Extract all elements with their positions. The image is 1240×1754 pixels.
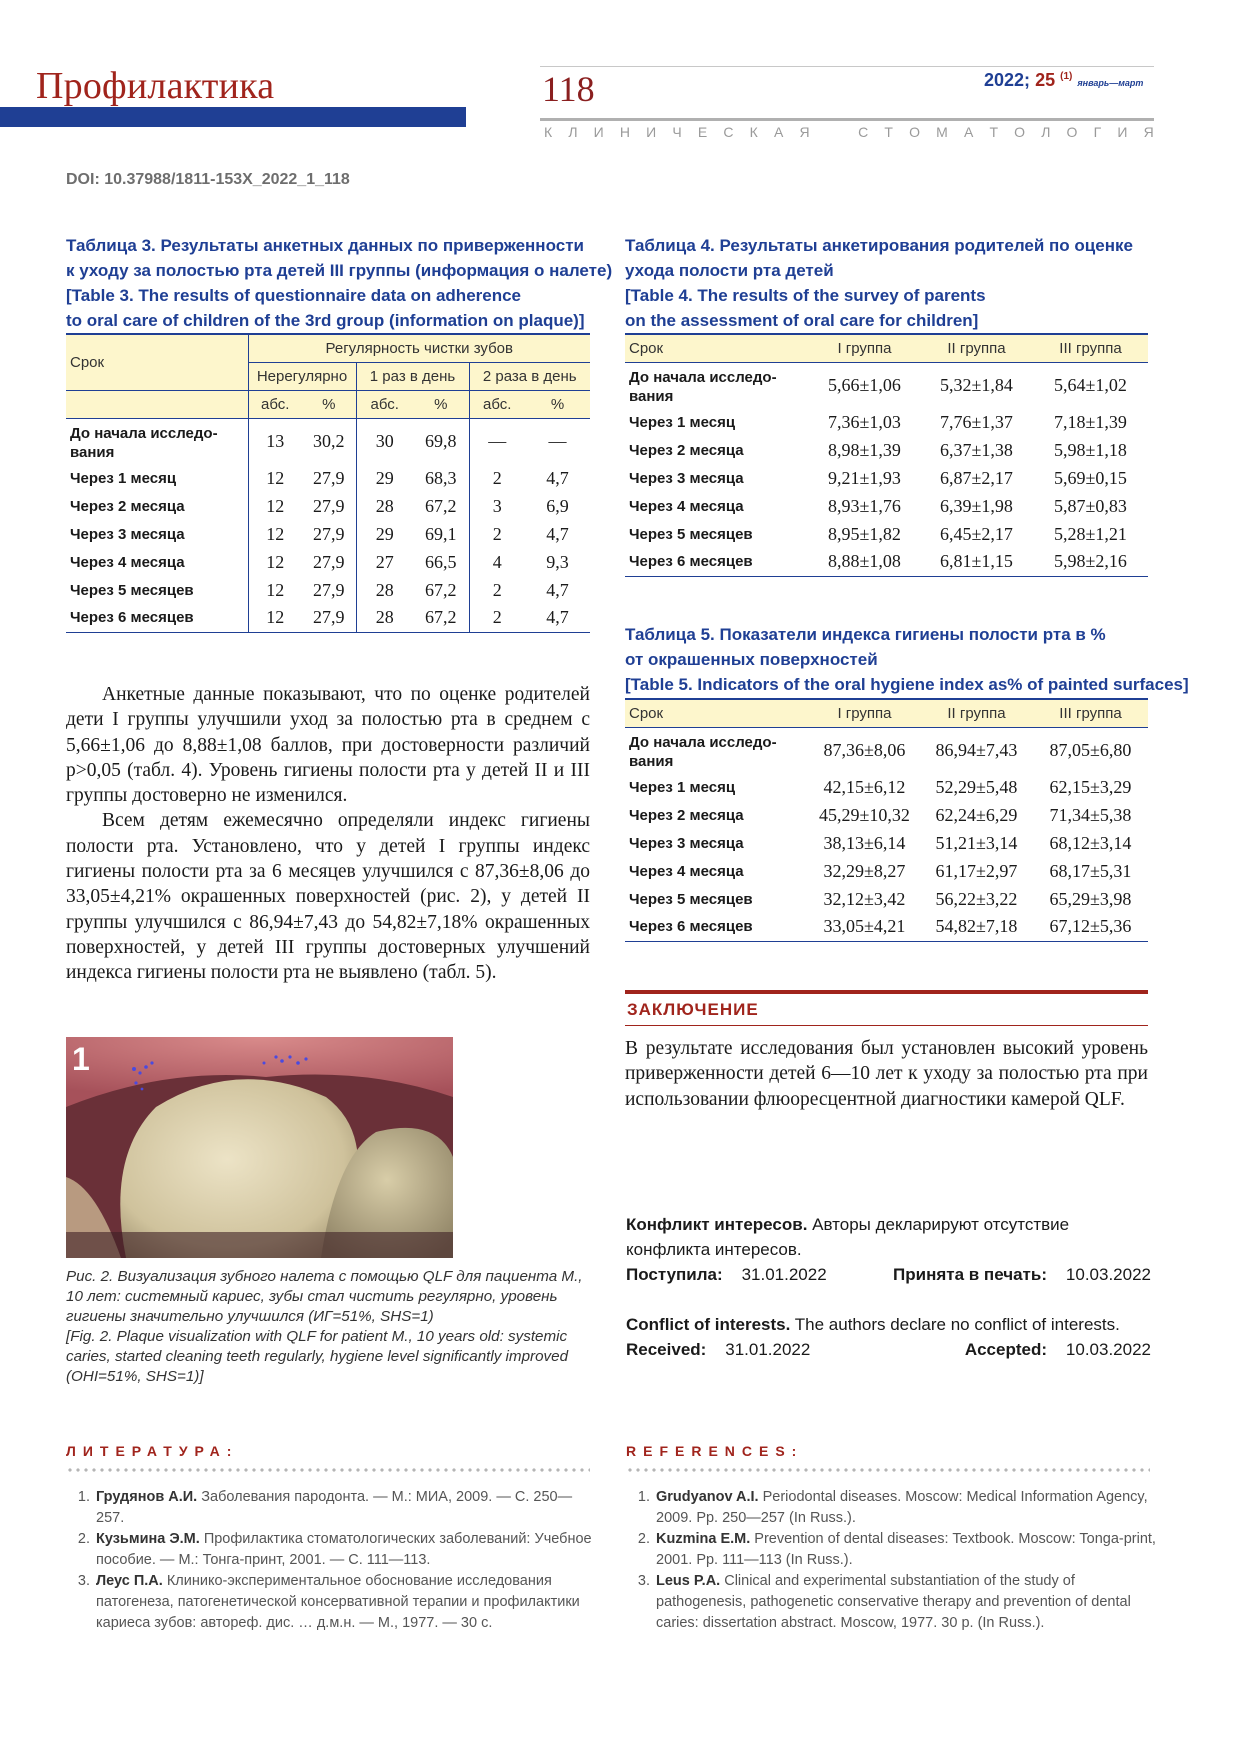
issue-info — [984, 70, 1143, 91]
table4-row-label: Через 5 месяцев — [629, 525, 753, 543]
table5-cell: 54,82±7,18 — [920, 913, 1033, 941]
table3-cell: 66,5 — [425, 551, 457, 572]
journal-letter: А — [963, 124, 974, 140]
accepted-en-label: Accepted: — [964, 1340, 1047, 1359]
table3-cell: 12 — [248, 548, 302, 576]
table5-cell: 65,29±3,98 — [1049, 888, 1132, 909]
table4-cell: 5,28±1,21 — [1054, 523, 1127, 544]
table3-cell: 6,9 — [546, 495, 569, 516]
literature-author: Кузьмина Э.М. — [96, 1531, 200, 1547]
table5-row-label: До начала исследо-вания — [629, 734, 777, 771]
table3-unit: абс. — [469, 390, 525, 418]
table3-row — [66, 548, 590, 576]
table4-row — [625, 548, 1148, 576]
table5-cell: 86,94±7,43 — [935, 739, 1018, 760]
journal-letter: Я — [1143, 124, 1154, 140]
table5-cell: 38,13±6,14 — [823, 832, 906, 853]
table3-row — [66, 604, 590, 632]
table4-row-label: Через 3 месяца — [629, 469, 744, 487]
table3-cell: 12 — [248, 492, 302, 520]
accepted-ru-date: 10.03.2022 — [1065, 1265, 1151, 1284]
table3-cell: 2 — [469, 576, 525, 604]
table3-row-label: До начала исследо-вания — [70, 425, 218, 462]
table5-cell: 62,24±6,29 — [935, 804, 1018, 825]
conflict-ru-text: Авторы декларируют отсутствие конфликта интересов. — [626, 1215, 1070, 1259]
journal-letter: К — [544, 124, 553, 140]
table5-row-label: Через 6 месяцев — [625, 913, 809, 941]
table4-row-label: Через 2 месяца — [629, 441, 744, 459]
received-ru-label: Поступила: — [626, 1265, 723, 1284]
journal-letter: А — [773, 124, 784, 140]
journal-letter: Г — [1093, 124, 1102, 140]
table5-row — [625, 801, 1148, 829]
received-en-label: Received: — [626, 1340, 707, 1359]
table3-cell: 4,7 — [525, 604, 590, 632]
table5-row-label: Через 5 месяцев — [629, 890, 753, 908]
references-divider — [626, 1467, 1150, 1473]
body-paragraph: Анкетные данные показывают, что по оценке родителей дети I группы улучшили уход за полостью рта в среднем с 5,66±1,06 до 8,88±1,08 баллов, при достоверности различий p>0,05 (табл. 4). Уровень гигиены полости рта у детей II и III группы достоверно не изменился. — [66, 684, 590, 807]
table4-row — [625, 464, 1148, 492]
table3-cell: 69,8 — [425, 430, 457, 451]
table4-cell: 8,95±1,82 — [828, 523, 901, 544]
table3-subheader: 2 раза в день — [469, 362, 590, 390]
table4-row-label: Через 1 месяц — [629, 413, 736, 431]
journal-letter: Ч — [672, 124, 682, 140]
table5-row-label: Через 2 месяца — [629, 806, 744, 824]
table5-row — [625, 727, 1148, 773]
journal-letter: М — [936, 124, 948, 140]
journal-letter: И — [593, 124, 604, 140]
conclusion-text: В результате исследования был установлен высокий уровень приверженности детей 6—10 лет к уходу за полостью рта при использовании флюоресцентной диагностики камерой QLF. — [625, 1038, 1148, 1110]
journal-letter: Н — [619, 124, 630, 140]
journal-letter: Л — [1041, 124, 1051, 140]
table3-cell: 4,7 — [546, 579, 569, 600]
table3-unit: % — [525, 390, 590, 418]
figure-caption — [66, 1267, 598, 1387]
table4-cell: 7,76±1,37 — [940, 411, 1013, 432]
table4-cell: 6,45±2,17 — [940, 523, 1013, 544]
table3-row-label: Через 5 месяцев — [70, 581, 194, 599]
table4-row — [625, 362, 1148, 408]
table4-cell: 8,98±1,39 — [828, 439, 901, 460]
table4-cell: 8,93±1,76 — [828, 495, 901, 516]
table4-cell: 7,18±1,39 — [1054, 411, 1127, 432]
table3-cell: 29 — [356, 464, 413, 492]
table5-row — [625, 913, 1148, 941]
conflict-en — [626, 1312, 1151, 1337]
journal-letter: И — [646, 124, 657, 140]
journal-letter: Е — [697, 124, 708, 140]
table5-cell: 87,05±6,80 — [1049, 739, 1132, 760]
table4-cell: 5,87±0,83 — [1054, 495, 1127, 516]
table5-caption-line: Таблица 5. Показатели индекса гигиены полости рта в % — [625, 625, 1106, 644]
table3-cell: 2 — [469, 604, 525, 632]
table4-row — [625, 408, 1148, 436]
table3-cell: 2 — [469, 464, 525, 492]
references-text: Clinical and experimental substantiation of the study of pathogenesis, pathogenetic conservative therapy and prevention of dental caries: dissertation abstract. Moscow, 1977. 30 p. (In Russ.). — [656, 1573, 1131, 1631]
dates-en — [626, 1337, 1151, 1362]
literature-text: Профилактика стоматологических заболеваний: Учебное пособие. — М.: Тонга-принт, 2001. — С. 111—113. — [96, 1531, 592, 1568]
literature-list — [66, 1487, 596, 1634]
table3-cell: 27,9 — [313, 523, 345, 544]
section-title: Профилактика — [36, 65, 275, 107]
table4-cell: 5,32±1,84 — [940, 374, 1013, 395]
table3-cell: 27,9 — [302, 604, 356, 632]
literature-author: Грудянов А.И. — [96, 1489, 198, 1505]
table4-cell: 7,36±1,03 — [828, 411, 901, 432]
table5-caption-line: от окрашенных поверхностей — [625, 650, 878, 669]
references-text: Prevention of dental diseases: Textbook. Moscow: Tonga-print, 2001. Pp. 111—113 (In Russ.). — [656, 1531, 1156, 1568]
table3-cell: 12 — [248, 576, 302, 604]
accepted-en-date: 10.03.2022 — [1065, 1340, 1151, 1359]
conflict-ru-label: Конфликт интересов. — [626, 1215, 808, 1234]
table3-unit: % — [413, 390, 469, 418]
table4-caption-line: [Table 4. The results of the survey of parents — [625, 286, 986, 305]
table4-cell: 9,21±1,93 — [828, 467, 901, 488]
table3-cell: 2 — [469, 520, 525, 548]
table3-subheader: 1 раз в день — [356, 362, 469, 390]
received-ru-date: 31.01.2022 — [741, 1265, 827, 1284]
table5 — [625, 698, 1148, 942]
table3-cell: 67,2 — [413, 604, 469, 632]
figure-caption-ru: Рис. 2. Визуализация зубного налета с помощью QLF для пациента М., 10 лет: системный кариес, зубы стал чистить регулярно, уровень гигиены значительно улучшился (ИГ=51%, SHS=1) — [66, 1268, 583, 1325]
table3-cell: 12 — [248, 604, 302, 632]
conflict-en-label: Conflict of interests. — [626, 1315, 791, 1334]
table4-header-group: I группа — [809, 334, 920, 362]
table5-cell: 61,17±2,97 — [935, 860, 1018, 881]
issue-months: январь—март — [1077, 78, 1144, 88]
table3-cell: 30 — [356, 418, 413, 464]
table5-row — [625, 885, 1148, 913]
table3-cell: 27,9 — [313, 495, 345, 516]
journal-letter: Т — [884, 124, 893, 140]
journal-letter: Л — [568, 124, 578, 140]
literature-item — [94, 1571, 596, 1634]
table3-cell: 9,3 — [546, 551, 569, 572]
table5-row-label: Через 3 месяца — [629, 834, 744, 852]
conclusion-title: ЗАКЛЮЧЕНИЕ — [627, 1000, 759, 1019]
references-item — [654, 1571, 1156, 1634]
table5-row-label: Через 4 месяца — [629, 862, 744, 880]
tooth-image — [66, 1037, 453, 1258]
table3-row-label: Через 1 месяц — [70, 469, 177, 487]
figure-photo — [66, 1037, 453, 1258]
table3-row-label: Через 4 месяца — [70, 553, 185, 571]
table4-caption-line: Таблица 4. Результаты анкетирования родителей по оценке — [625, 236, 1133, 255]
table3-cell: 3 — [469, 492, 525, 520]
journal-letter: К — [749, 124, 758, 140]
table3-cell: 27 — [356, 548, 413, 576]
table5-caption — [625, 622, 1189, 697]
issue-number: (1) — [1060, 71, 1073, 82]
table5-cell: 87,36±8,06 — [823, 739, 906, 760]
table4-cell: 6,39±1,98 — [940, 495, 1013, 516]
table5-cell: 51,21±3,14 — [935, 832, 1018, 853]
references-heading: REFERENCES: — [626, 1443, 804, 1459]
table3-cell: 27,9 — [313, 579, 345, 600]
table4 — [625, 333, 1148, 577]
table3-cell: 12 — [248, 520, 302, 548]
table3-cell: 13 — [248, 418, 302, 464]
figure-label: 1 — [72, 1041, 90, 1077]
table3-row — [66, 520, 590, 548]
table3-cell: 4,7 — [546, 523, 569, 544]
table4-cell: 5,64±1,02 — [1054, 374, 1127, 395]
journal-letter: С — [723, 124, 734, 140]
body-paragraph: Всем детям ежемесячно определяли индекс гигиены полости рта. Установлено, что у детей I группы индекс гигиены полости рта за 6 месяцев улучшился с 87,36±8,06 до 33,05±4,21% окрашенных поверхностей (рис. 2), у детей II группы улучшился с 86,94±7,43 до 54,82±7,18% окрашенных поверхностей, у детей III группы достоверных улучшений индекса гигиены полости рта не выявлено (табл. 5). — [66, 810, 590, 984]
table4-caption-line: on the assessment of oral care for children] — [625, 311, 979, 330]
literature-item — [94, 1529, 596, 1571]
literature-text: Заболевания пародонта. — М.: МИА, 2009. — С. 250—257. — [96, 1489, 573, 1526]
table3-cell: 27,9 — [313, 467, 345, 488]
table3-caption — [66, 233, 613, 333]
literature-author: Леус П.А. — [96, 1573, 163, 1589]
references-list — [626, 1487, 1156, 1634]
table3-cell: — — [548, 430, 567, 451]
table4-cell: 5,98±1,18 — [1054, 439, 1127, 460]
table5-cell: 67,12±5,36 — [1033, 913, 1148, 941]
table4-header-term: Срок — [625, 334, 809, 362]
table5-cell: 52,29±5,48 — [935, 776, 1018, 797]
table3-cell: — — [469, 418, 525, 464]
table3-col-term: Срок — [66, 334, 248, 390]
table3 — [66, 333, 590, 633]
table5-row-label: Через 1 месяц — [629, 778, 736, 796]
table5-header-group: I группа — [809, 699, 920, 727]
table3-row-label: Через 6 месяцев — [66, 604, 248, 632]
table3-cell: 67,2 — [425, 579, 457, 600]
journal-letter: О — [909, 124, 920, 140]
table4-cell: 5,66±1,06 — [828, 374, 901, 395]
table5-row — [625, 829, 1148, 857]
table4-cell: 8,88±1,08 — [809, 548, 920, 576]
table3-cell: 4,7 — [546, 467, 569, 488]
table3-row — [66, 464, 590, 492]
conclusion-rule — [625, 990, 1148, 994]
table3-cell: 4 — [469, 548, 525, 576]
table3-row — [66, 576, 590, 604]
table4-cell: 5,98±2,16 — [1033, 548, 1148, 576]
table3-cell: 67,2 — [425, 495, 457, 516]
table3-cell: 28 — [356, 492, 413, 520]
received-en-date: 31.01.2022 — [725, 1340, 811, 1359]
table3-unit: % — [302, 390, 356, 418]
table4-cell: 5,69±0,15 — [1054, 467, 1127, 488]
table5-cell: 45,29±10,32 — [819, 804, 910, 825]
table5-caption-line: [Table 5. Indicators of the oral hygiene index as% of painted surfaces] — [625, 675, 1189, 694]
journal-letter: И — [1117, 124, 1128, 140]
references-text: Periodontal diseases. Moscow: Medical Information Agency, 2009. Pp. 250—257 (In Russ.). — [656, 1489, 1148, 1526]
table3-cell: 68,3 — [425, 467, 457, 488]
body-text — [66, 682, 590, 986]
table3-caption-line: [Table 3. The results of questionnaire data on adherence — [66, 286, 522, 305]
table4-row-label: До начала исследо-вания — [629, 369, 777, 406]
journal-letter: О — [1066, 124, 1078, 140]
conclusion-underline — [625, 1025, 1148, 1026]
journal-letter: О — [1014, 124, 1026, 140]
table3-caption-line: к уходу за полостью рта детей III группы (информация о налете) — [66, 261, 613, 280]
table3-caption-line: to oral care of children of the 3rd group (information on plaque)] — [66, 311, 585, 330]
accepted-ru-label: Принята в печать: — [893, 1265, 1047, 1284]
table5-cell: 56,22±3,22 — [935, 888, 1018, 909]
header-bottom-rule — [540, 118, 1154, 121]
table3-group-header: Регулярность чистки зубов — [248, 334, 590, 362]
references-author: Kuzmina E.M. — [656, 1531, 751, 1547]
table3-cell: 28 — [356, 576, 413, 604]
literature-text: Клинико-экспериментальное обоснование исследования патогенеза, патогенетической консервативной терапии и профилактики кариеса зубов: автореф. дис. … д.м.н. — М., 1977. — 30 с. — [96, 1573, 580, 1631]
references-item — [654, 1529, 1156, 1571]
table3-row-label: Через 3 месяца — [70, 525, 185, 543]
table5-cell: 32,29±8,27 — [823, 860, 906, 881]
table3-cell: 30,2 — [313, 430, 345, 451]
table4-cell: 6,37±1,38 — [940, 439, 1013, 460]
table3-unit: абс. — [356, 390, 413, 418]
table3-cell: 28 — [356, 604, 413, 632]
section-color-bar — [0, 107, 466, 127]
figure-caption-en: [Fig. 2. Plaque visualization with QLF for patient M., 10 years old: systemic caries, started cleaning teeth regularly, hygiene level significantly improved (OHI=51%, SHS=1)] — [66, 1328, 569, 1385]
table4-header-group: II группа — [920, 334, 1033, 362]
table4-row — [625, 436, 1148, 464]
table5-cell: 33,05±4,21 — [809, 913, 920, 941]
page-number: 118 — [542, 69, 595, 109]
references-item — [654, 1487, 1156, 1529]
table5-row — [625, 773, 1148, 801]
journal-letter: Т — [989, 124, 998, 140]
doi: DOI: 10.37988/1811-153X_2022_1_118 — [66, 171, 350, 188]
table3-cell: 27,9 — [313, 551, 345, 572]
table4-cell: 6,81±1,15 — [920, 548, 1033, 576]
table3-row — [66, 418, 590, 464]
table5-header-group: II группа — [920, 699, 1033, 727]
table3-row-label: Через 2 месяца — [70, 497, 185, 515]
conflict-en-text: The authors declare no conflict of interests. — [794, 1315, 1120, 1334]
table4-row-label: Через 4 месяца — [629, 497, 744, 515]
table5-row — [625, 857, 1148, 885]
references-author: Leus P.A. — [656, 1573, 721, 1589]
literature-heading: ЛИТЕРАТУРА: — [66, 1443, 239, 1459]
table4-cell: 6,87±2,17 — [940, 467, 1013, 488]
table5-cell: 71,34±5,38 — [1049, 804, 1132, 825]
table5-cell: 68,17±5,31 — [1049, 860, 1132, 881]
table4-caption — [625, 233, 1155, 333]
table3-caption-line: Таблица 3. Результаты анкетных данных по приверженности — [66, 236, 584, 255]
table5-header-group: III группа — [1033, 699, 1148, 727]
table4-row — [625, 492, 1148, 520]
table3-unit: абс. — [248, 390, 302, 418]
header-top-rule — [540, 66, 1154, 67]
table4-row-label: Через 6 месяцев — [625, 548, 809, 576]
journal-letter: С — [858, 124, 869, 140]
table5-cell: 32,12±3,42 — [823, 888, 906, 909]
table4-header-group: III группа — [1033, 334, 1148, 362]
table5-cell: 42,15±6,12 — [823, 776, 906, 797]
table4-caption-line: ухода полости рта детей — [625, 261, 834, 280]
table3-row — [66, 492, 590, 520]
literature-item — [94, 1487, 596, 1529]
table5-cell: 68,12±3,14 — [1049, 832, 1132, 853]
journal-name — [544, 124, 1154, 140]
journal-letter: Я — [799, 124, 810, 140]
table4-row — [625, 520, 1148, 548]
table3-cell: 69,1 — [425, 523, 457, 544]
dates-ru — [626, 1262, 1151, 1287]
literature-divider — [66, 1467, 590, 1473]
conflict-ru — [626, 1212, 1151, 1262]
table5-cell: 62,15±3,29 — [1049, 776, 1132, 797]
issue-year: 2022; — [984, 70, 1031, 90]
table3-subheader: Нерегулярно — [248, 362, 356, 390]
table5-header-term: Срок — [625, 699, 809, 727]
table3-cell: 12 — [248, 464, 302, 492]
issue-volume: 25 — [1035, 70, 1056, 90]
table3-cell: 29 — [356, 520, 413, 548]
references-author: Grudyanov A.I. — [656, 1489, 759, 1505]
